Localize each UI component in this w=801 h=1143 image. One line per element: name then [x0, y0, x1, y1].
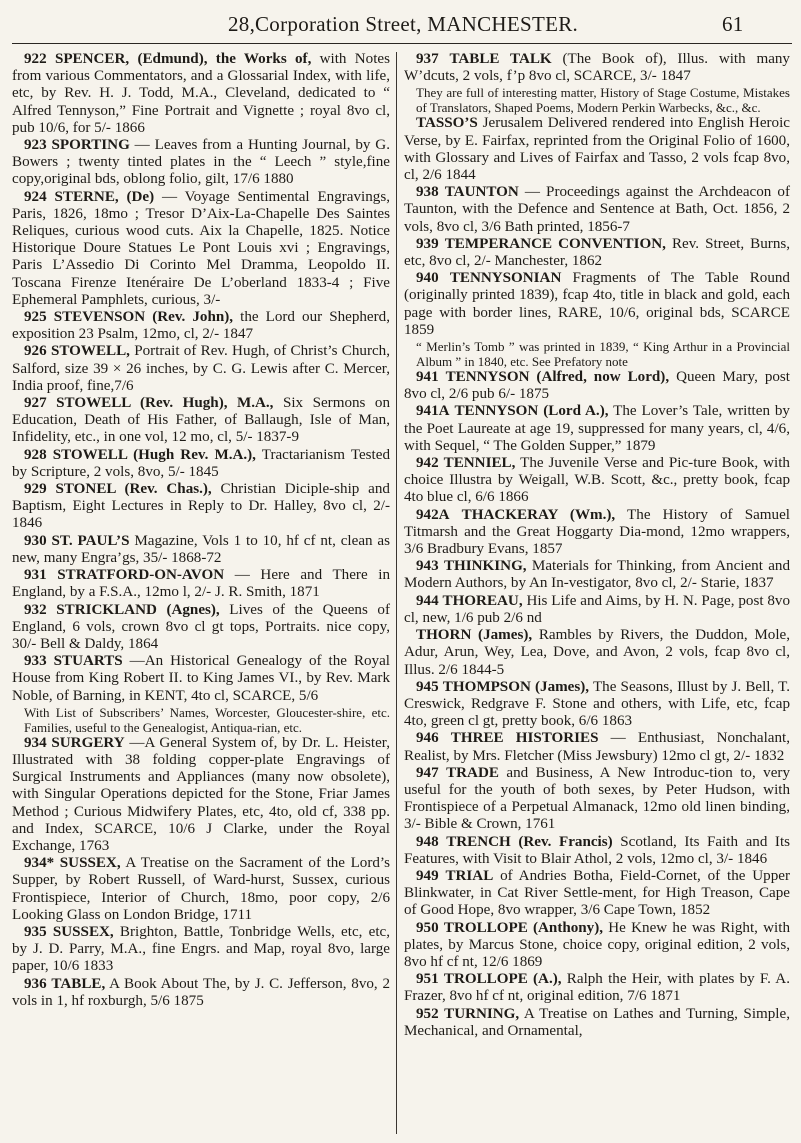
entry-heading: STOWELL,	[50, 343, 130, 360]
entry-heading: SPENCER, (Edmund), the Works of,	[54, 51, 312, 67]
entry-heading: TROLLOPE (A.),	[443, 971, 562, 988]
page-number: 61	[722, 12, 744, 36]
entry-description: The Seasons, Illust by J. Bell, T. Creswick, Redgrave F. Stone and others, with Life, etc, fcap 4to, green cl gt, pretty book, 6/6 1863	[404, 678, 790, 730]
entry-heading: STUARTS	[53, 653, 123, 670]
catalogue-entry	[12, 653, 390, 705]
entry-description: — Leaves from a Hunting Journal, by G. Bowers ; twenty tinted plates in the “ Leech ” style,fine copy,original bds, oblong folio, gilt, 17/6 1880	[12, 137, 390, 188]
catalogue-entry	[404, 369, 790, 403]
entry-description: Tractarianism Tested by Scripture, 2 vols, 8vo, 5/- 1845	[12, 446, 390, 480]
catalogue-entry	[404, 455, 790, 507]
catalogue-entry	[12, 924, 390, 976]
catalogue-entry	[12, 481, 390, 533]
entry-heading: TENNYSON (Lord A.),	[454, 403, 609, 420]
entry-number: 952	[416, 1005, 439, 1022]
catalogue-entry	[12, 309, 390, 343]
catalogue-entry	[12, 395, 390, 447]
entry-number: 931	[24, 567, 47, 584]
catalogue-entry	[404, 593, 790, 627]
header-number: 28,	[228, 12, 256, 36]
entry-number: 932	[24, 601, 47, 618]
entry-description: Six Sermons on Education, Death of His Father, of Ballaugh, Isle of Man, Infidelity, etc., in one vol, 12 mo, cl, 5/- 1837-9	[12, 395, 391, 446]
entry-description: Jerusalem Delivered rendered into English Heroic Verse, by E. Fairfax, reprinted from the Original Folio of 1600, with Glossary and Lives of Fairfax and Tasso, 2 vols fcap 8vo, cl, 2/6 1844	[404, 115, 790, 184]
entry-description: Magazine, Vols 1 to 10, hf cf nt, clean as new, many Engra’gs, 35/- 1868-72	[12, 532, 390, 566]
entry-number: 928	[24, 446, 47, 463]
catalogue-entry	[404, 270, 790, 339]
catalogue-entry	[404, 920, 790, 972]
entry-number: 948	[416, 833, 439, 850]
entry-description: Brighton, Battle, Tonbridge Wells, etc, etc, by J. D. Parry, M.A., fine Engrs. and Map, royal 8vo, large paper, 10/6 1833	[12, 923, 390, 975]
right-column	[404, 51, 790, 1040]
entry-number: 923	[24, 137, 47, 154]
entry-number: 937	[416, 51, 439, 67]
entry-number: 949	[416, 867, 439, 884]
catalogue-entry	[404, 679, 790, 731]
entry-description: The Juvenile Verse and Pic-ture Book, with choice Illustra by Weigall, W.B. Scott, &c., pretty book, fcap 4to blue cl, 6/6 1866	[404, 455, 790, 506]
entry-heading: TENNYSONIAN	[449, 270, 562, 287]
entry-heading: TASSO’S	[416, 115, 478, 132]
catalogue-entry	[404, 236, 790, 270]
header-rule	[12, 43, 792, 44]
entry-heading: THINKING,	[443, 558, 527, 575]
entry-number: 939	[416, 235, 439, 252]
entry-number: 936	[24, 975, 47, 992]
catalogue-entry	[404, 834, 790, 868]
entry-heading: TABLE TALK	[449, 51, 552, 67]
entry-number: 938	[416, 184, 439, 201]
catalogue-entry	[404, 730, 790, 764]
entry-number: 934	[24, 734, 47, 751]
entry-description: Fragments of The Table Round (originally printed 1839), fcap 4to, title in black and gold, each page with border lines, RARE, 10/6, original bds, SCARCE 1859	[404, 270, 790, 338]
entry-description: the Lord our Shepherd, exposition 23 Psalm, 12mo, cl, 2/- 1847	[12, 309, 390, 343]
entry-description: — Here and There in England, by a F.S.A., 12mo l, 2/- J. R. Smith, 1871	[12, 567, 390, 601]
entry-heading: SPORTING	[51, 137, 130, 154]
entry-number: 927	[24, 395, 47, 412]
column-divider	[396, 52, 397, 1134]
entry-description: Materials for Thinking, from Ancient and Modern Authors, by An In-vestigator, 8vo cl, 2/- Starie, 1837	[404, 558, 791, 592]
entry-heading: TEMPERANCE CONVENTION,	[444, 235, 666, 252]
entry-heading: TENNIEL,	[443, 455, 516, 472]
entry-description: (The Book of), Illus. with many W’dcuts, 2 vols, f’p 8vo cl, SCARCE, 3/- 1847	[404, 51, 790, 85]
entry-heading: STERNE, (De)	[54, 188, 155, 205]
entry-heading: TRENCH (Rev. Francis)	[446, 833, 613, 850]
entry-heading: TURNING,	[444, 1005, 520, 1022]
entry-description: He Knew he was Right, with plates, by Marcus Stone, choice copy, original edition, 2 vols, 8vo hf cf nt, 12/6 1869	[404, 919, 790, 970]
entry-heading: TENNYSON (Alfred, now Lord),	[445, 369, 670, 386]
entry-heading: ST. PAUL’S	[51, 532, 130, 549]
entry-number: 926	[24, 343, 47, 360]
catalogue-entry	[404, 51, 790, 85]
entry-heading: TROLLOPE (Anthony),	[443, 919, 604, 936]
entry-description: Portrait of Rev. Hugh, of Christ’s Church, Salford, size 39 × 26 inches, by C. G. Lewis after C. Mercer, India proof, fine,7/6	[12, 343, 390, 394]
catalogue-entry	[12, 735, 390, 855]
entry-description: —An Historical Genealogy of the Royal House from King Robert II. to King James VI., by Rev. Mark Noble, of Barning, in KENT, 4to cl, SCARCE, 5/6	[12, 653, 390, 704]
entry-number: 946	[416, 730, 439, 747]
entry-description: —A General System of, by Dr. L. Heister, Illustrated with 38 folding copper-plate Engravings of Surgical Instruments and Appliances (many now obsolete), with Singular Operations depicted for the Stone, Friar James Method ; Curious Midwifery Plates, etc, 4to, old cf, 338 pp. and Index, SCARCE, 10/6 J Clarke, under the Royal Exchange, 1763	[12, 734, 390, 854]
entry-description: The History of Samuel Titmarsh and the Great Hoggarty Dia-mond, 12mo wrappers, 3/6 Bradbury Evans, 1857	[404, 506, 790, 558]
entry-heading: THORN (James),	[416, 627, 533, 644]
entry-number: 934*	[24, 855, 55, 872]
entry-description: Scotland, Its Faith and Its Features, with Visit to Blair Athol, 2 vols, 12mo cl, 3/- 1846	[404, 833, 791, 867]
entry-description: Queen Mary, post 8vo cl, 2/6 pub 6/- 1875	[404, 369, 790, 403]
entry-heading: STRICKLAND (Agnes),	[56, 601, 220, 618]
entry-heading: TRADE	[446, 764, 499, 781]
entry-heading: SUSSEX,	[59, 855, 121, 872]
page-header	[0, 0, 801, 38]
entry-description: and Business, A New Introduc-tion to, very useful for the youth of both sexes, by Peter Hudson, with Frontispiece of a Perpetual Almanack, 12mo old linen binding, 3/- Bible & Crown, 1761	[404, 764, 791, 833]
catalogue-entry	[12, 976, 390, 1010]
catalogue-entry	[12, 447, 390, 481]
catalogue-entry	[12, 51, 390, 137]
entry-description: — Voyage Sentimental Engravings, Paris, 1826, 18mo ; Tresor D’Aix-La-Chapelle Des Saintes Reliques, curious wood cuts. Aix la Chapelle, 1825. Notice Historique Doure Statues Le Pont Louis xvi ; Engravings, Paris L’Assedio Di Corinto Mel Dramma, Leopoldo II. Toscana Firenze Itenéraire De L’oberland 1833-4 ; Five Ephemeral Pamphlets, curious, 3/-	[12, 188, 390, 308]
entry-number: 941A	[416, 403, 450, 420]
catalogue-entry	[404, 184, 790, 236]
entry-description: of Andries Botha, Field-Cornet, of the Upper Blinkwater, in Cat River Settle-ment, for High Treason, Cape of Good Hope, 8vo wrapper, 3/6 Cape Town, 1852	[404, 867, 791, 919]
entry-description: with Notes from various Commentators, and a Glossarial Index, with life, etc, by Rev. H. J. Todd, M.A., Cleveland, dedicated to “ Alfred Tennyson,” Fine Portrait and Vignette ; royal 8vo cl, pub 10/6, for 5/- 1866	[12, 51, 390, 136]
entry-number: 944	[416, 592, 439, 609]
entry-number: 940	[416, 270, 439, 287]
entry-number: 941	[416, 369, 439, 386]
entry-number: 942A	[416, 506, 450, 523]
entry-heading: TRIAL	[445, 867, 494, 884]
entry-heading: STEVENSON (Rev. John),	[53, 309, 234, 326]
entry-description: Ralph the Heir, with plates by F. A. Frazer, 8vo hf cf nt, original edition, 7/6 1871	[404, 971, 790, 1005]
catalogue-entry	[404, 1006, 790, 1040]
header-address: Corporation Street, MANCHESTER.	[255, 12, 579, 36]
catalogue-entry	[12, 189, 390, 309]
entry-description: A Treatise on Lathes and Turning, Simple, Mechanical, and Ornamental,	[404, 1005, 790, 1039]
entry-heading: STOWELL (Hugh Rev. M.A.),	[52, 446, 256, 463]
entry-number: 942	[416, 455, 439, 472]
catalogue-entry	[12, 533, 390, 567]
entry-number: 933	[24, 653, 47, 670]
catalogue-entry	[404, 507, 790, 559]
left-column	[12, 51, 390, 1010]
catalogue-entry	[404, 971, 790, 1005]
entry-number: 947	[416, 764, 439, 781]
entry-description: The Lover’s Tale, written by the Poet Laureate at age 19, suppressed for many years, cl, 4/6, with Sequel, “ The Golden Supper,” 1879	[404, 403, 790, 454]
entry-heading: STOWELL (Rev. Hugh), M.A.,	[56, 395, 274, 412]
catalogue-entry	[404, 868, 790, 920]
entry-note: “ Merlin’s Tomb ” was printed in 1839, “ King Arthur in a Provincial Album ” in 1840, etc. See Prefatory note	[416, 339, 790, 370]
entry-description: Lives of the Queens of England, 6 vols, crown 8vo cl gt tops, Portraits. nice copy, 30/- Bell & Daldy, 1864	[12, 601, 390, 652]
entry-description: Christian Diciple-ship and Baptism, Eight Lectures in Reply to Dr. Halley, 8vo cl, 2/- 1846	[12, 481, 390, 532]
entry-heading: SUSSEX,	[52, 923, 114, 940]
catalogue-entry	[12, 567, 390, 601]
entry-heading: THREE HISTORIES	[450, 730, 599, 747]
catalogue-entry	[404, 558, 790, 592]
catalogue-entry	[12, 602, 390, 654]
entry-heading: SURGERY	[51, 734, 125, 751]
entry-heading: THOMPSON (James),	[442, 678, 590, 695]
entry-heading: THOREAU,	[442, 592, 523, 609]
entry-description: A Treatise on the Sacrament of the Lord’s Supper, by Robert Russell, of Ward-hurst, Sussex, curious Frontispiece, Interior of Church, 18mo, poor copy, 2/6 Looking Glass on London Bridge, 1711	[12, 855, 390, 923]
entry-number: 950	[416, 919, 439, 936]
entry-number: 924	[24, 188, 47, 205]
entry-description: — Enthusiast, Nonchalant, Realist, by Mrs. Fletcher (Miss Jewsbury) 12mo cl gt, 2/- 1832	[404, 730, 790, 764]
catalogue-entry	[404, 627, 790, 679]
catalogue-entry	[404, 765, 790, 834]
entry-heading: TABLE,	[51, 975, 106, 992]
entry-number: 930	[24, 532, 47, 549]
entry-number: 945	[416, 678, 439, 695]
catalogue-entry	[404, 403, 790, 455]
entry-description: Rev. Street, Burns, etc, 8vo cl, 2/- Manchester, 1862	[404, 235, 791, 270]
entry-number: 922	[24, 51, 47, 67]
entry-description: A Book About The, by J. C. Jefferson, 8vo, 2 vols in 1, hf roxburgh, 5/6 1875	[12, 975, 390, 1009]
catalogue-entry	[12, 137, 390, 189]
catalogue-entry	[404, 115, 790, 184]
catalogue-entry	[12, 343, 390, 395]
entry-heading: STRATFORD-ON-AVON	[57, 567, 225, 584]
entry-description: — Proceedings against the Archdeacon of Taunton, with the Defence and Sentence at Bath, Oct. 1856, 2 vols, 8vo cl, 3/6 Bath printed, 1856-7	[404, 184, 790, 235]
entry-number: 925	[24, 309, 47, 326]
entry-heading: TAUNTON	[444, 184, 519, 201]
entry-heading: THACKERAY (Wm.),	[461, 506, 616, 523]
entry-description: His Life and Aims, by H. N. Page, post 8vo cl, new, 1/6 pub 2/6 nd	[404, 592, 790, 626]
entry-heading: STONEL (Rev. Chas.),	[55, 481, 212, 498]
catalogue-entry	[12, 855, 390, 924]
entry-note: With List of Subscribers’ Names, Worcester, Gloucester-shire, etc. Families, useful to the Genealogist, Antiqua-rian, etc.	[24, 704, 390, 735]
entry-number: 943	[416, 558, 439, 575]
entry-number: 951	[416, 971, 439, 988]
entry-number: 929	[24, 481, 47, 498]
entry-note: They are full of interesting matter, History of Stage Costume, Mistakes of Translators, Shaped Poems, Modern Perkin Warbecks, &c., &c.	[416, 85, 790, 116]
entry-number: 935	[24, 923, 47, 940]
entry-description: Rambles by Rivers, the Duddon, Mole, Adur, Arun, Wey, Lea, Dove, and Avon, 2 vols, fcap 8vo cl, Illus. 2/6 1844-5	[404, 627, 790, 678]
